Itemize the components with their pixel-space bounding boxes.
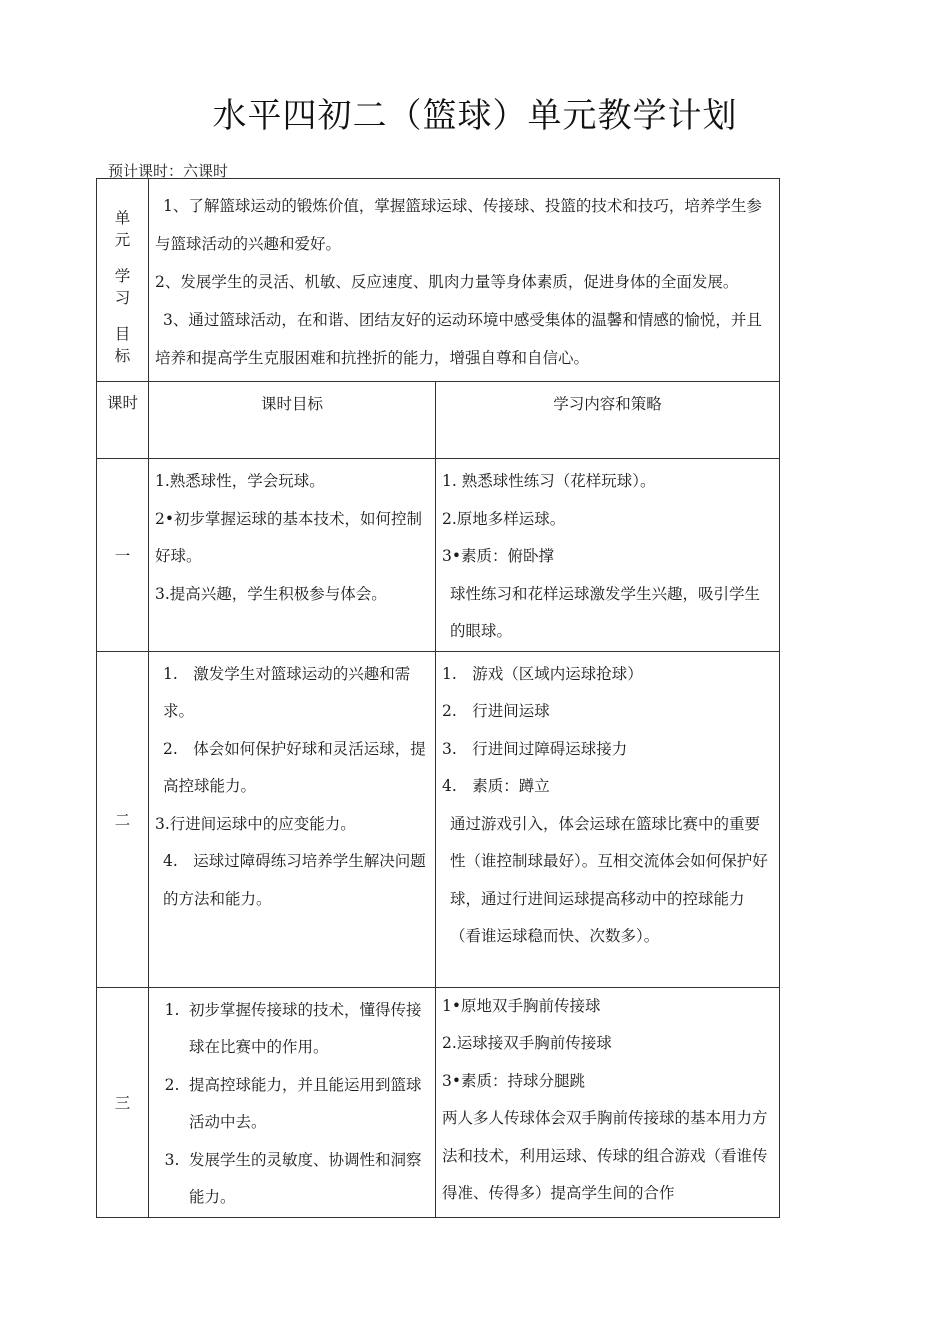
header-lesson: 课时 [97,382,149,459]
objective-text: 提高控球能力，并且能运用到篮球活动中去。 [189,1075,422,1131]
objective-item: 4. 运球过障碍练习培养学生解决问题的方法和能力。 [163,852,426,908]
unit-goals-text [149,179,780,382]
objective-text: 发展学生的灵敏度、协调性和洞察能力。 [189,1150,422,1206]
label-char: 学 [114,267,131,285]
label-char: 目 [114,325,131,343]
table-header-row [97,382,780,459]
content-item: 4. 素质：蹲立 [442,777,550,795]
objective-number: 1. [164,1000,180,1019]
content-strategy: 两人多人传球体会双手胸前传接球的基本用力方法和技术，利用运球、传球的组合游戏（看谁传得准、传得多）提高学生间的合作 [442,1109,768,1202]
content-item: 3•素质：俯卧撑 [442,547,555,565]
objective-item: 3.行进间运球中的应变能力。 [155,814,356,833]
objective-item: 2•初步掌握运球的基本技术，如何控制好球。 [155,509,423,565]
label-char: 习 [114,289,131,307]
lesson-content [436,651,780,987]
label-char: 标 [114,347,131,365]
content-item: 3. 行进间过障碍运球接力 [442,739,628,758]
content-item: 3•素质：持球分腿跳 [442,1071,586,1090]
content-strategy: 球性练习和花样运球激发学生兴趣，吸引学生的眼球。 [450,584,761,640]
objective-item: 3.提高兴趣，学生积极参与体会。 [155,584,387,603]
content-strategy: 通过游戏引入，体会运球在篮球比赛中的重要性（谁控制球最好）。互相交流体会如何保护好球，通过行进间运球提高移动中的控球能力（看谁运球稳而快、次数多）。 [450,814,768,945]
content-item: 2.原地多样运球。 [442,509,566,528]
unit-goals-row [97,179,780,382]
objective-text: 初步掌握传接球的技术，懂得传接球在比赛中的作用。 [189,1000,422,1056]
unit-goal-3: 3、通过篮球活动，在和谐、团结友好的运动环境中感受集体的温馨和情感的愉悦，并且培养和提高学生克服困难和抗挫折的能力，增强自尊和自信心。 [155,311,762,367]
objective-item [155,992,431,1067]
estimated-hours: 预计课时：六课时 [108,162,229,180]
objective-item: 2. 体会如何保护好球和灵活运球，提高控球能力。 [163,739,426,795]
content-item: 1•原地双手胸前传接球 [442,996,601,1015]
lesson-row [97,987,780,1217]
lesson-row [97,459,780,652]
content-item: 2.运球接双手胸前传接球 [442,1034,612,1052]
lesson-content [436,987,780,1217]
page-title: 水平四初二（篮球）单元教学计划 [212,96,738,136]
objective-item: 1.熟悉球性，学会玩球。 [155,472,325,490]
lesson-content [436,459,780,652]
header-content: 学习内容和策略 [436,382,780,459]
lesson-objectives [149,651,436,987]
content-item: 2. 行进间运球 [442,702,550,720]
lesson-row [97,651,780,987]
unit-plan-table [96,178,780,1218]
lesson-number: 二 [97,651,149,987]
objective-item [155,1067,431,1142]
lesson-objectives [149,987,436,1217]
header-objective: 课时目标 [149,382,436,459]
unit-goal-2: 2、发展学生的灵活、机敏、反应速度、肌肉力量等身体素质，促进身体的全面发展。 [155,273,739,291]
lesson-objectives [149,459,436,652]
content-item: 1. 游戏（区域内运球抢球） [442,664,643,683]
objective-number: 3. [164,1150,180,1169]
label-char: 单 [114,209,131,227]
lesson-number: 一 [97,459,149,652]
objective-item: 1. 激发学生对篮球运动的兴趣和需求。 [163,664,411,720]
objective-item [155,1142,431,1217]
unit-goal-1: 1、了解篮球运动的锻炼价值，掌握篮球运球、传接球、投篮的技术和技巧，培养学生参与篮球活动的兴趣和爱好。 [155,197,762,253]
label-char: 元 [114,231,131,249]
content-item: 1. 熟悉球性练习（花样玩球）。 [442,472,656,490]
unit-goals-label [97,179,149,382]
lesson-number: 三 [97,987,149,1217]
objective-number: 2. [164,1075,180,1094]
